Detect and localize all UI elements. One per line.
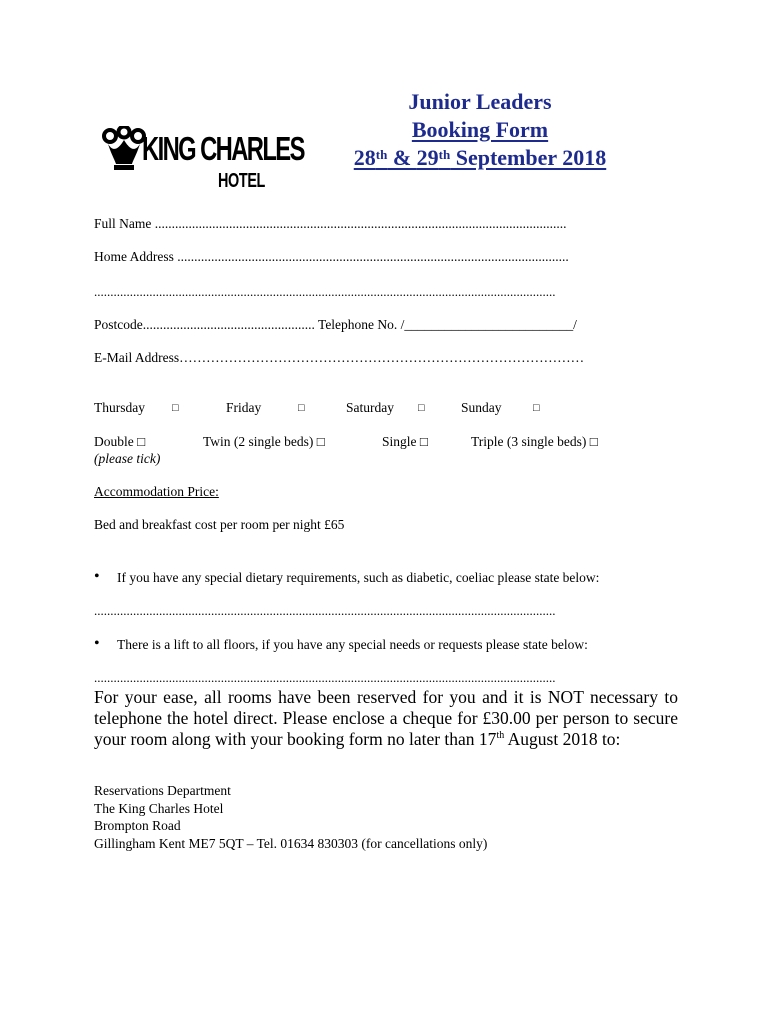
days-row — [94, 400, 654, 418]
room-type-row — [94, 434, 654, 452]
checkbox-sunday: □ — [533, 402, 540, 414]
checkbox-thursday: □ — [172, 402, 179, 414]
checkbox-friday: □ — [298, 402, 305, 414]
postcode-telephone-row — [94, 317, 577, 333]
postcode-line[interactable]: ................................................... — [142, 317, 315, 332]
address-line-1: Reservations Department — [94, 783, 231, 798]
postal-address — [94, 782, 487, 852]
day-thursday[interactable]: Thursday □ — [94, 400, 179, 415]
address-line-2[interactable]: .............................................................................................................................................. — [94, 284, 556, 299]
email-field[interactable] — [94, 350, 584, 366]
bullet-icon: • — [94, 568, 100, 585]
title-line-1: Junior Leaders — [408, 89, 552, 114]
day-sunday[interactable]: Sunday □ — [461, 400, 540, 415]
room-single[interactable]: Single □ — [382, 434, 429, 449]
home-address-label: Home Address — [94, 249, 174, 264]
room-twin[interactable]: Twin (2 single beds) □ — [203, 434, 325, 449]
instructions-paragraph: For your ease, all rooms have been reserved for you and it is NOT necessary to telephone the hotel direct. Please enclose a cheque for £30.00 per person to secure your room along with your booking form no later than 17th August 2018 to: — [94, 687, 678, 749]
email-label: E-Mail Address — [94, 350, 180, 365]
title-date: 28th & 29th September 2018 — [353, 145, 607, 170]
crown-icon — [102, 126, 146, 174]
room-double[interactable]: Double □ — [94, 434, 146, 449]
special-needs-line[interactable]: .............................................................................................................................................. — [94, 670, 556, 685]
address-line-2-text: The King Charles Hotel — [94, 800, 224, 816]
dietary-text: If you have any special dietary requirements, such as diabetic, coeliac please state below: — [117, 570, 600, 585]
price-text: Bed and breakfast cost per room per night £65 — [94, 517, 345, 532]
full-name-field[interactable] — [94, 216, 567, 232]
address-line-3: Brompton Road — [94, 818, 181, 833]
day-friday[interactable]: Friday □ — [226, 400, 305, 415]
postcode-label: Postcode — [94, 317, 143, 332]
title-line-2: Booking Form — [411, 117, 549, 142]
dietary-line[interactable]: .............................................................................................................................................. — [94, 603, 556, 618]
telephone-field[interactable]: Telephone No. /_________________________/ — [318, 317, 577, 332]
logo-wordmark: KING CHARLES — [142, 130, 304, 167]
home-address-line[interactable]: .................................................................................................................... — [177, 249, 569, 264]
logo-subtitle: HOTEL — [218, 170, 266, 192]
hotel-logo — [102, 126, 332, 198]
full-name-label: Full Name — [94, 216, 152, 231]
please-tick-note: (please tick) — [94, 451, 161, 466]
room-triple[interactable]: Triple (3 single beds) □ — [471, 434, 598, 449]
address-line-4: Gillingham Kent ME7 5QT – Tel. 01634 830303 (for cancellations only) — [94, 835, 488, 851]
lift-text: There is a lift to all floors, if you have any special needs or requests please state below: — [117, 637, 588, 652]
bullet-icon: • — [94, 635, 100, 652]
home-address-field[interactable] — [94, 249, 569, 265]
email-line[interactable]: ……………………………………………………………………………… — [179, 350, 585, 365]
full-name-line[interactable]: .......................................................................................................................... — [154, 216, 567, 231]
accommodation-heading: Accommodation Price: — [94, 484, 219, 499]
form-title — [330, 88, 630, 172]
checkbox-saturday: □ — [418, 402, 425, 414]
day-saturday[interactable]: Saturday □ — [346, 400, 425, 415]
